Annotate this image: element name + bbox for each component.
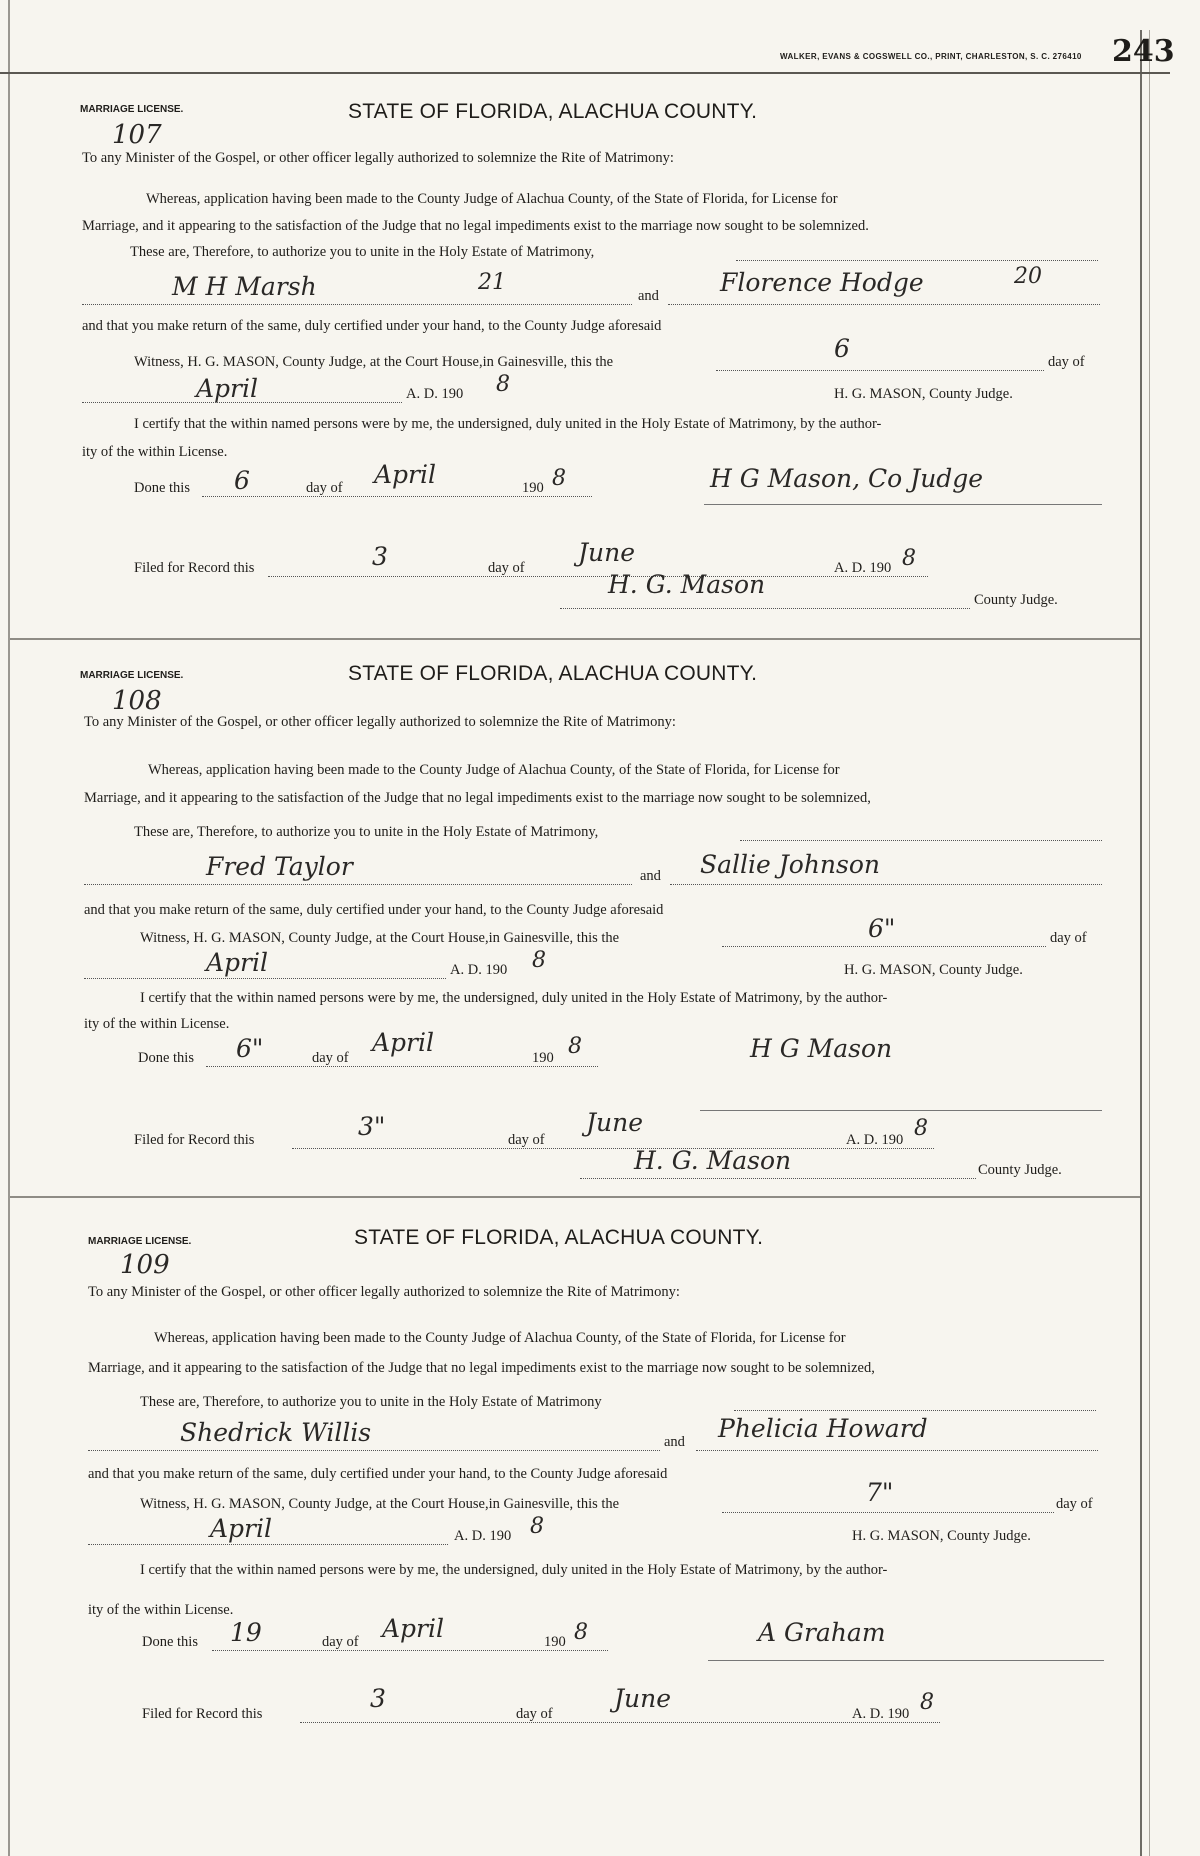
day-of-label: day of bbox=[1056, 1496, 1093, 1512]
state-title: STATE OF FLORIDA, ALACHUA COUNTY. bbox=[348, 662, 758, 685]
county-judge-label: County Judge. bbox=[974, 592, 1058, 608]
witness-month: April bbox=[210, 1514, 272, 1543]
marriage-license bbox=[0, 1200, 1200, 1856]
done-day-of-label: day of bbox=[312, 1050, 349, 1066]
witness-day: 6 bbox=[834, 334, 850, 363]
return-line: and that you make return of the same, duly certified under your hand, to the County Judge aforesaid bbox=[84, 902, 664, 918]
done-this-label: Done this bbox=[138, 1050, 194, 1066]
license-number: 107 bbox=[112, 120, 162, 150]
filed-day: 3 bbox=[370, 1684, 386, 1713]
judge-printed: H. G. MASON, County Judge. bbox=[844, 962, 1023, 978]
dotted-fill bbox=[734, 1410, 1096, 1411]
witness-year: 8 bbox=[530, 1514, 544, 1539]
license-separator bbox=[10, 1196, 1140, 1198]
and-label: and bbox=[664, 1434, 685, 1450]
whereas-line-2: Marriage, and it appearing to the satisfaction of the Judge that no legal impediments exist to the marriage now sought to be solemnized, bbox=[88, 1360, 875, 1376]
filed-day: 3 bbox=[372, 542, 388, 571]
whereas-line-2: Marriage, and it appearing to the satisfaction of the Judge that no legal impediments exist to the marriage now sought to be solemnized. bbox=[82, 218, 869, 234]
witness-year: 8 bbox=[532, 948, 546, 973]
state-title: STATE OF FLORIDA, ALACHUA COUNTY. bbox=[348, 100, 758, 123]
done-year: 8 bbox=[552, 466, 566, 491]
filed-day-of-label: day of bbox=[488, 560, 525, 576]
done-year: 8 bbox=[574, 1620, 588, 1645]
filed-month: June bbox=[578, 538, 636, 567]
groom-name: Shedrick Willis bbox=[180, 1418, 372, 1447]
page-number: 243 bbox=[1112, 34, 1175, 69]
filed-ad-label: A. D. 190 bbox=[846, 1132, 904, 1148]
bride-line bbox=[668, 304, 1100, 305]
marriage-license bbox=[0, 644, 1200, 1204]
done-month: April bbox=[374, 460, 436, 489]
certify-line-2: ity of the within License. bbox=[84, 1016, 230, 1032]
ad-label: A. D. 190 bbox=[454, 1528, 512, 1544]
officiant-signature-line bbox=[704, 504, 1102, 505]
marriage-license bbox=[0, 74, 1200, 634]
and-label: and bbox=[638, 288, 659, 304]
filed-month: June bbox=[586, 1108, 644, 1137]
witness-month-line bbox=[82, 402, 402, 403]
filed-label: Filed for Record this bbox=[134, 1132, 255, 1148]
whereas-line-1: Whereas, application having been made to the County Judge of Alachua County, of the State of Florida, for License for bbox=[148, 762, 840, 778]
license-number: 109 bbox=[120, 1250, 170, 1280]
done-year-prefix: 190 bbox=[532, 1050, 554, 1066]
done-year-prefix: 190 bbox=[544, 1634, 566, 1650]
filed-ad-label: A. D. 190 bbox=[852, 1706, 910, 1722]
witness-line: Witness, H. G. MASON, County Judge, at the Court House,in Gainesville, this the bbox=[140, 930, 620, 946]
done-month: April bbox=[372, 1028, 434, 1057]
bride-name: Sallie Johnson bbox=[700, 850, 881, 879]
bride-name: Florence Hodge bbox=[720, 268, 924, 297]
judge-signature-line bbox=[560, 608, 970, 609]
witness-year: 8 bbox=[496, 372, 510, 397]
officiant-signature-line bbox=[700, 1110, 1102, 1111]
filed-line bbox=[300, 1722, 940, 1723]
filed-line bbox=[268, 576, 928, 577]
done-day: 19 bbox=[230, 1618, 262, 1647]
salutation: To any Minister of the Gospel, or other officer legally authorized to solemnize the Rite of Matrimony: bbox=[82, 150, 674, 166]
filed-line bbox=[292, 1148, 934, 1149]
license-label: MARRIAGE LICENSE. bbox=[88, 1236, 192, 1247]
license-label: MARRIAGE LICENSE. bbox=[80, 104, 184, 115]
filed-year: 8 bbox=[902, 546, 916, 571]
witness-day: 6" bbox=[868, 914, 896, 943]
these-are-line: These are, Therefore, to authorize you to unite in the Holy Estate of Matrimony bbox=[140, 1394, 602, 1410]
witness-line: Witness, H. G. MASON, County Judge, at the Court House,in Gainesville, this the bbox=[134, 354, 614, 370]
judge-printed: H. G. MASON, County Judge. bbox=[852, 1528, 1031, 1544]
groom-name: Fred Taylor bbox=[206, 852, 353, 881]
return-line: and that you make return of the same, duly certified under your hand, to the County Judge aforesaid bbox=[82, 318, 662, 334]
judge-signature: H. G. Mason bbox=[634, 1146, 792, 1175]
done-day: 6" bbox=[236, 1034, 264, 1063]
witness-month-line bbox=[84, 978, 446, 979]
witness-day: 7" bbox=[866, 1478, 894, 1507]
whereas-line-2: Marriage, and it appearing to the satisfaction of the Judge that no legal impediments exist to the marriage now sought to be solemnized, bbox=[84, 790, 871, 806]
witness-day-line bbox=[722, 1512, 1054, 1513]
salutation: To any Minister of the Gospel, or other officer legally authorized to solemnize the Rite of Matrimony: bbox=[88, 1284, 680, 1300]
license-number: 108 bbox=[112, 686, 162, 716]
ad-label: A. D. 190 bbox=[406, 386, 464, 402]
filed-month: June bbox=[614, 1684, 672, 1713]
certify-line-1: I certify that the within named persons were by me, the undersigned, duly united in the Holy Estate of Matrimony, by the author- bbox=[140, 990, 888, 1006]
done-line bbox=[206, 1066, 598, 1067]
state-title: STATE OF FLORIDA, ALACHUA COUNTY. bbox=[354, 1226, 764, 1249]
done-this-label: Done this bbox=[134, 480, 190, 496]
certify-line-2: ity of the within License. bbox=[82, 444, 228, 460]
done-day-of-label: day of bbox=[322, 1634, 359, 1650]
filed-label: Filed for Record this bbox=[134, 560, 255, 576]
groom-name: M H Marsh bbox=[172, 272, 317, 301]
officiant-signature-line bbox=[708, 1660, 1104, 1661]
judge-signature: H. G. Mason bbox=[608, 570, 766, 599]
filed-year: 8 bbox=[920, 1690, 934, 1715]
witness-line: Witness, H. G. MASON, County Judge, at the Court House,in Gainesville, this the bbox=[140, 1496, 620, 1512]
bride-age: 20 bbox=[1014, 264, 1042, 289]
witness-day-line bbox=[716, 370, 1044, 371]
county-judge-label: County Judge. bbox=[978, 1162, 1062, 1178]
done-line bbox=[212, 1650, 608, 1651]
witness-month: April bbox=[206, 948, 268, 977]
certify-line-1: I certify that the within named persons were by me, the undersigned, duly united in the Holy Estate of Matrimony, by the author- bbox=[140, 1562, 888, 1578]
officiant-signature: H G Mason, Co Judge bbox=[710, 464, 984, 493]
salutation: To any Minister of the Gospel, or other officer legally authorized to solemnize the Rite of Matrimony: bbox=[84, 714, 676, 730]
dotted-fill bbox=[740, 840, 1102, 841]
officiant-signature: A Graham bbox=[758, 1618, 886, 1647]
certify-line-1: I certify that the within named persons were by me, the undersigned, duly united in the Holy Estate of Matrimony, by the author- bbox=[134, 416, 882, 432]
done-month: April bbox=[382, 1614, 444, 1643]
bride-name: Phelicia Howard bbox=[718, 1414, 928, 1443]
filed-day-of-label: day of bbox=[508, 1132, 545, 1148]
done-day-of-label: day of bbox=[306, 480, 343, 496]
done-day: 6 bbox=[234, 466, 250, 495]
license-label: MARRIAGE LICENSE. bbox=[80, 670, 184, 681]
groom-line bbox=[84, 884, 632, 885]
dotted-fill bbox=[736, 260, 1098, 261]
ad-label: A. D. 190 bbox=[450, 962, 508, 978]
and-label: and bbox=[640, 868, 661, 884]
officiant-signature: H G Mason bbox=[750, 1034, 893, 1063]
groom-age: 21 bbox=[478, 270, 506, 295]
done-year: 8 bbox=[568, 1034, 582, 1059]
whereas-line-1: Whereas, application having been made to the County Judge of Alachua County, of the State of Florida, for License for bbox=[146, 191, 838, 207]
judge-printed: H. G. MASON, County Judge. bbox=[834, 386, 1013, 402]
filed-day-of-label: day of bbox=[516, 1706, 553, 1722]
printer-imprint: WALKER, EVANS & COGSWELL CO., PRINT, CHARLESTON, S. C. 276410 bbox=[780, 52, 1082, 61]
judge-signature-line bbox=[580, 1178, 976, 1179]
witness-day-line bbox=[722, 946, 1046, 947]
return-line: and that you make return of the same, duly certified under your hand, to the County Judge aforesaid bbox=[88, 1466, 668, 1482]
witness-month: April bbox=[196, 374, 258, 403]
day-of-label: day of bbox=[1050, 930, 1087, 946]
groom-line bbox=[82, 304, 632, 305]
license-separator bbox=[10, 638, 1140, 640]
bride-line bbox=[696, 1450, 1098, 1451]
witness-month-line bbox=[88, 1544, 448, 1545]
these-are-line: These are, Therefore, to authorize you to unite in the Holy Estate of Matrimony, bbox=[134, 824, 599, 840]
whereas-line-1: Whereas, application having been made to the County Judge of Alachua County, of the State of Florida, for License for bbox=[154, 1330, 846, 1346]
certify-line-2: ity of the within License. bbox=[88, 1602, 234, 1618]
done-this-label: Done this bbox=[142, 1634, 198, 1650]
done-line bbox=[202, 496, 592, 497]
done-year-prefix: 190 bbox=[522, 480, 544, 496]
these-are-line: These are, Therefore, to authorize you to unite in the Holy Estate of Matrimony, bbox=[130, 244, 595, 260]
filed-day: 3" bbox=[358, 1112, 386, 1141]
filed-year: 8 bbox=[914, 1116, 928, 1141]
day-of-label: day of bbox=[1048, 354, 1085, 370]
filed-label: Filed for Record this bbox=[142, 1706, 263, 1722]
bride-line bbox=[670, 884, 1102, 885]
groom-line bbox=[88, 1450, 660, 1451]
filed-ad-label: A. D. 190 bbox=[834, 560, 892, 576]
